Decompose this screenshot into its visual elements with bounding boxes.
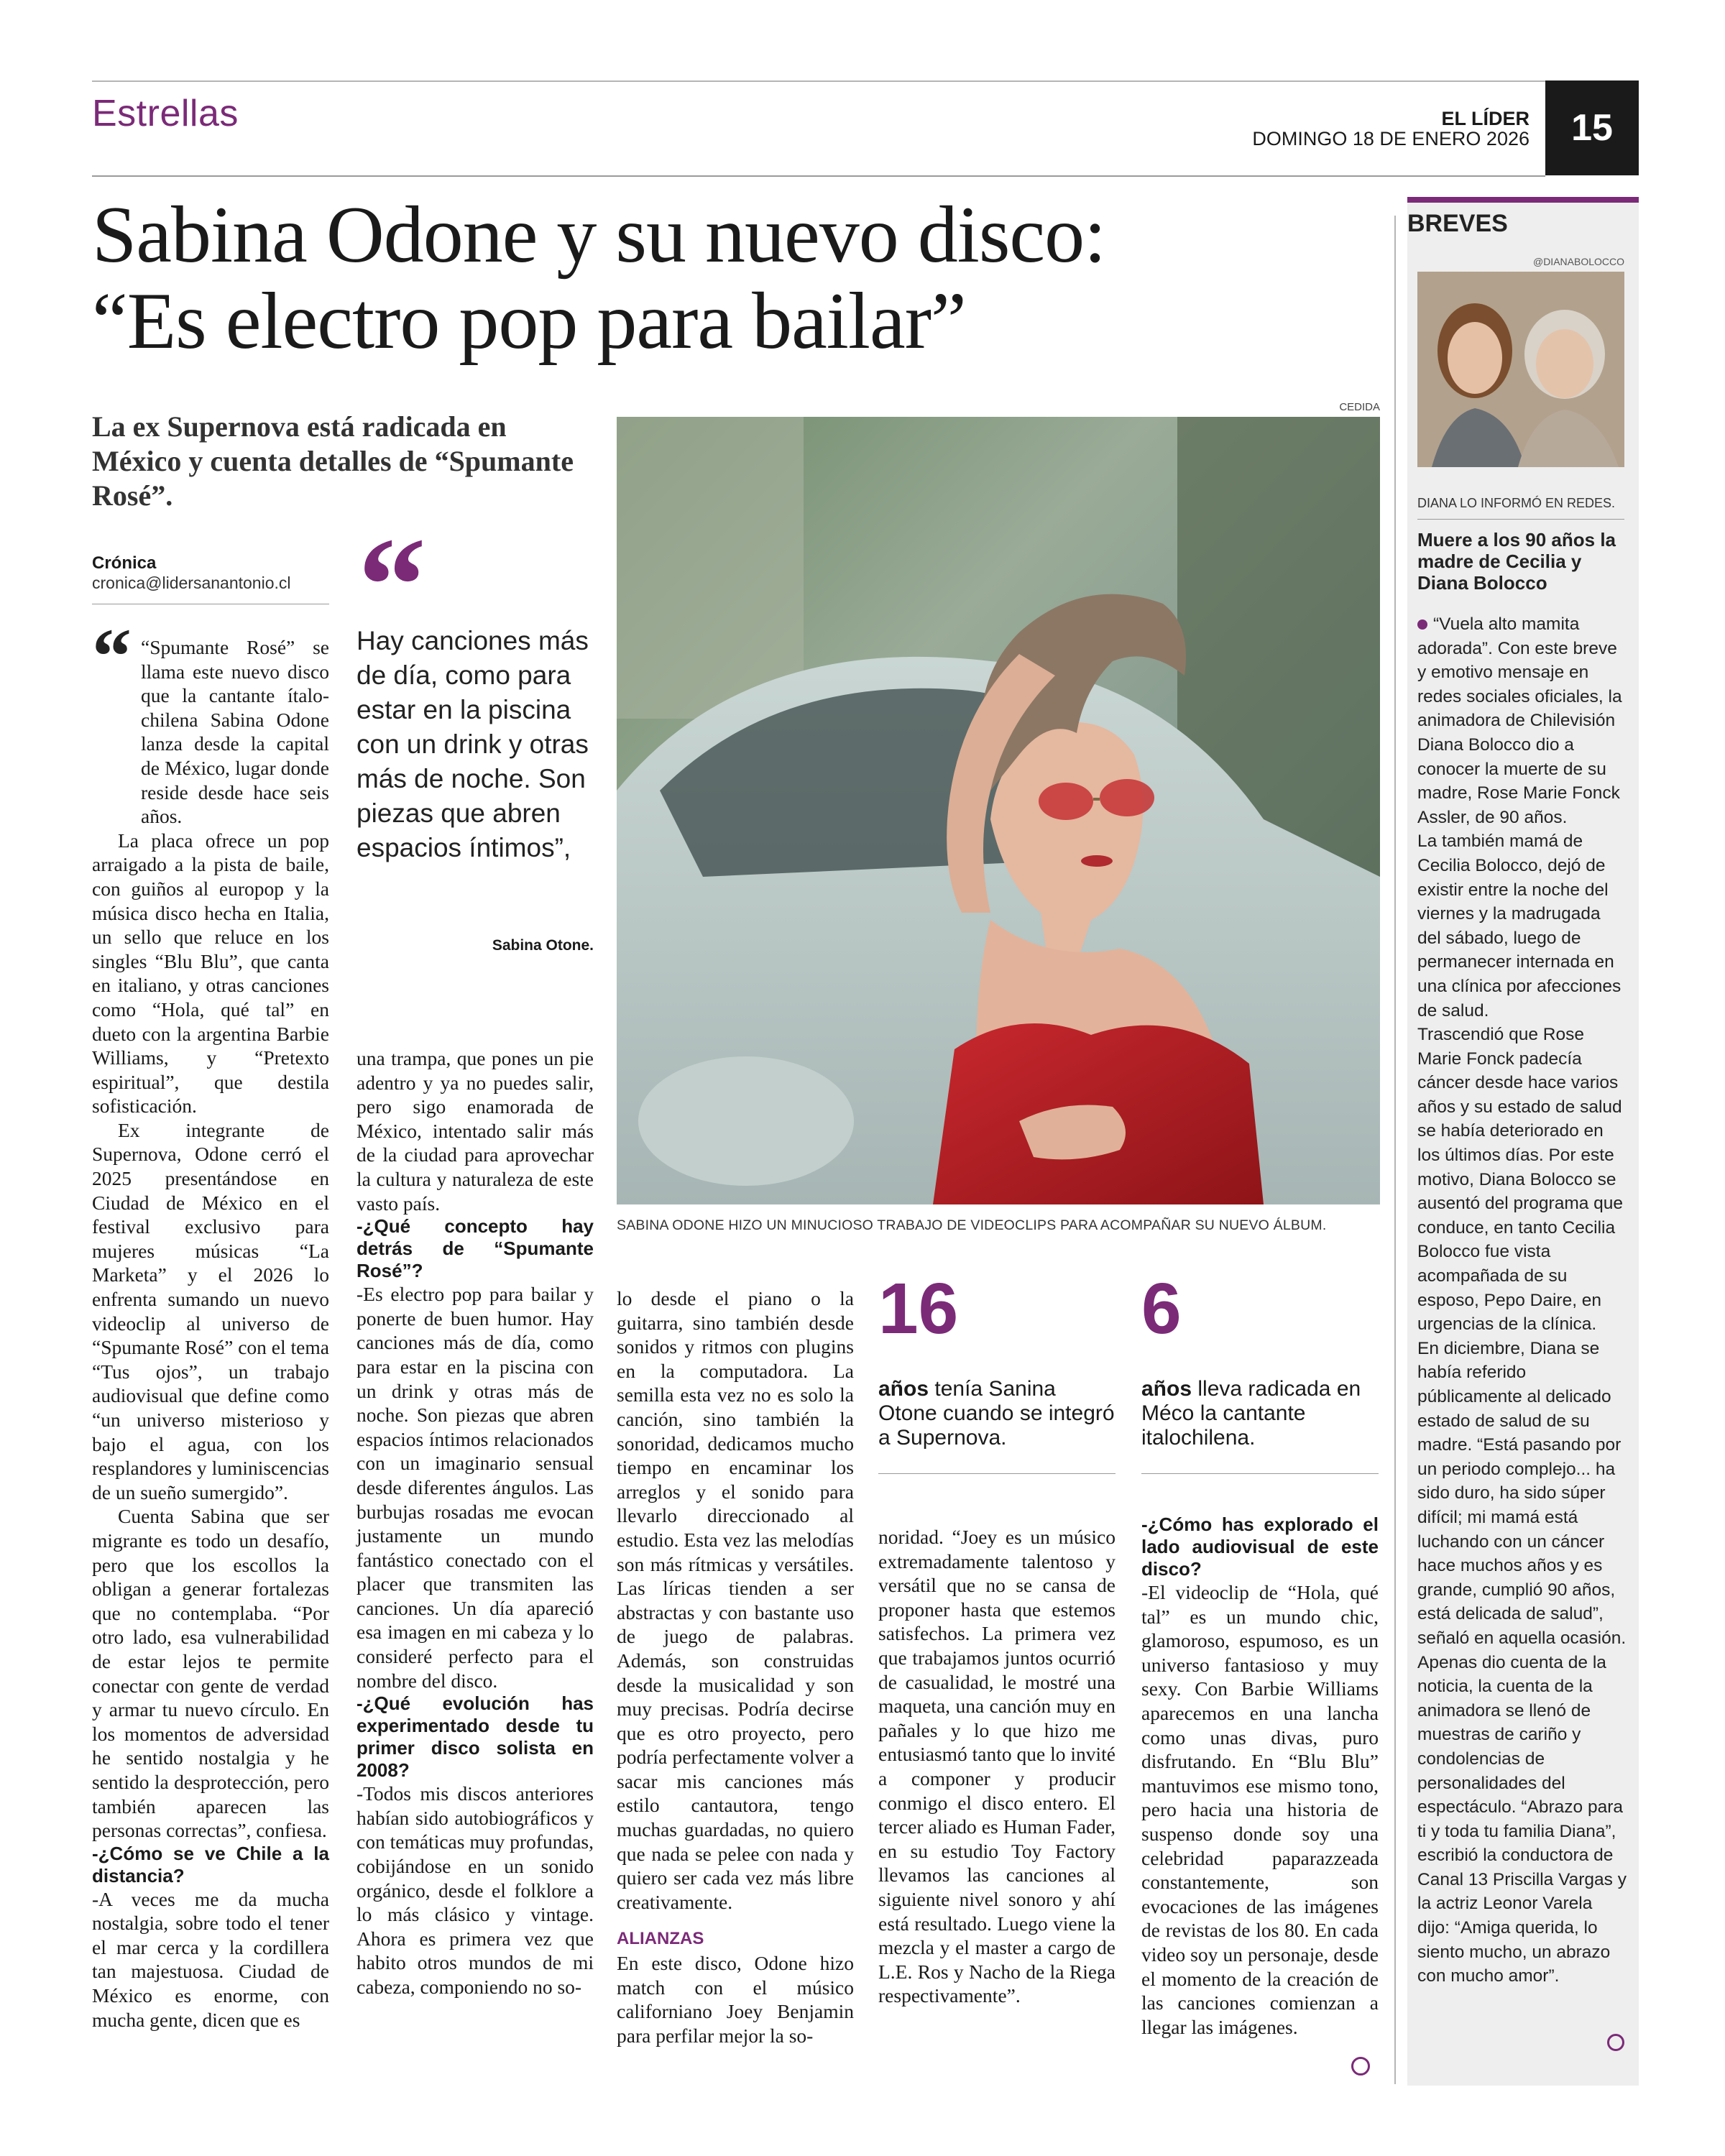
breves-photo (1417, 272, 1624, 467)
col1-p4: Cuenta Sabina que ser migrante es todo un desafío, pero que los escollos la obligan a generar fortalezas que no contemplaba. “Por otro lado, esa vulnerabilidad de estar lejos te permite conectar con gente de verdad y armar tu nuevo círculo. En los momentos de adversidad he sentido nostalgia y he sentido la desprotección, pero también aparecen las personas correctas”, confiesa. (92, 1505, 329, 1842)
column-2 (356, 1046, 594, 1999)
photo-caption: SABINA ODONE HIZO UN MINUCIOSO TRABAJO DE VIDEOCLIPS PARA ACOMPAÑAR SU NUEVO ÁLBUM. (617, 1217, 1327, 1233)
pullquote-attribution: Sabina Otone. (492, 937, 594, 954)
breves-end-mark-icon (1607, 2034, 1624, 2051)
column-1 (92, 635, 329, 2032)
headline-line-2: “Es electro pop para bailar” (92, 277, 966, 366)
fact-2-bold: años (1141, 1377, 1192, 1401)
col1-p2: La placa ofrece un pop arraigado a la pista de baile, con guiños al europop y la música disco hecha en Italia, un sello que reluce en los singles “Blu Blu”, que canta en italiano, y otras canciones como “Hola, qué tal” en dueto con la argentina Barbie Williams, y “Pretexto espiritual”, que destila sofisticación. (92, 829, 329, 1118)
breves-photo-caption: DIANA LO INFORMÓ EN REDES. (1417, 496, 1616, 510)
col1-question: -¿Cómo se ve Chile a la distancia? (92, 1842, 329, 1886)
col2-answer-2: -Todos mis discos anteriores habían sido autobiográficos y con temáticas muy profundas, cobijándose en un sonido orgánico, desde el folklore a lo más clásico y vintage. Ahora es primera vez que habito otros mundos de mi cabeza, componiendo no so- (356, 1782, 594, 1998)
col5-answer: -El videoclip de “Hola, qué tal” es un mundo chic, glamoroso, espumoso, es un universo fantasioso y muy sexy. Con Barbie Williams aparecemos en una lancha como unas divas, puro disfrutando. En “Blu Blu” mantuvimos ese mismo tono, pero hacia una historia de suspenso donde soy una celebridad paparazzeada constantemente, son evocaciones de las imágenes de revistas de los 80. En cada video soy un personaje, desde el momento de la creación de las canciones comienzan a llegar las imágenes. (1141, 1581, 1379, 2038)
col4-p1: noridad. “Joey es un músico extremadamente talentoso y versátil que no se cansa de proponer hasta que estemos satisfechos. La primera vez que trabajamos juntos ocurrió de casualidad, le mostré una maqueta, una canción muy en pañales y lo que hizo me entusiasmó tanto que lo invité a componer y producir conmigo el disco entero. El tercer aliado es Human Fader, en su estudio Toy Factory llevamos las canciones al siguiente nivel sonoro y ahí está resultado. Luego viene la mezcla y el master a cargo de L.E. Ros y Nacho de la Riega respectivamente”. (878, 1526, 1116, 2007)
col3-p2: En este disco, Odone hizo match con el músico californiano Joey Benjamin para perfilar mejor la so- (617, 1952, 854, 2047)
main-photo (617, 417, 1380, 1204)
article-deck: La ex Supernova está radicada en México y cuenta detalles de “Spumante Rosé”. (92, 410, 574, 512)
breves-headline: Muere a los 90 años la madre de Cecilia y Diana Bolocco (1417, 529, 1616, 594)
breves-p1 (1417, 612, 1627, 829)
col2-question-1: -¿Qué concepto hay detrás de “Spumante Rosé”? (356, 1215, 594, 1282)
fact-1-desc: tenía Sanina Otone cuando se integró a Supernova. (878, 1377, 1115, 1450)
column-4 (878, 1525, 1116, 2008)
col2-answer-1: -Es electro pop para bailar y ponerte de buen humor. Hay canciones más de día, como para estar en la piscina con un drink y otras más de noche. Son piezas que abren espacios íntimos relacionados con un imaginario sensual desde diferentes ángulos. Las burbujas rosadas me evocan justamente un mundo fantástico conectado con el placer que transmiten las canciones. Un día apareció esa imagen en mi cabeza y lo consideré perfecto para el nombre del disco. (356, 1283, 594, 1692)
singer-photo-illustration (617, 417, 1380, 1204)
fact-2-number: 6 (1141, 1268, 1182, 1349)
page-number: 15 (1571, 107, 1613, 149)
breves-body (1417, 612, 1627, 1989)
breves-p5: Apenas dio cuenta de la noticia, la cuenta de la animadora se llenó de muestras de cariño y condolencias de personalidades del espectáculo. “Abrazo para ti y toda tu familia Diana”, escribió la conductora de Canal 13 Priscilla Vargas y la actriz Leonor Varela dijo: “Amiga querida, lo siento mucho, un abrazo con mucho amor”. (1417, 1652, 1627, 1986)
byline-email: cronica@lidersanantonio.cl (92, 573, 291, 592)
col3-subhead: ALIANZAS (617, 1929, 704, 1949)
breves-p1-text: “Vuela alto mamita adorada”. Con este breve y emotivo mensaje en redes sociales oficiales, la animadora de Chilevisión Diana Bolocco dio a conocer la muerte de su madre, Rose Marie Fonck Assler, de 90 años. (1417, 614, 1622, 827)
section-label: Estrellas (92, 93, 239, 134)
fact-2-text (1141, 1377, 1379, 1450)
col3-p1: lo desde el piano o la guitarra, sino también desde sonidos y ritmos con plugins en la computadora. La semilla esta vez no es solo la canción, sino también la sonoridad, dedicamos mucho tiempo en encaminar los arreglos y el sonido para llevarlo direccionado al estudio. Esta vez las melodías son más rítmicas y versátiles. Las líricas tienden a ser abstractas y con bastante uso de juego de palabras. Además, son construidas desde la musicalidad y son muy precisas. Podría decirse que es otro proyecto, pero podría perfectamente volver a sacar mis canciones más estilo cantautora, tengo muchas guardadas, no quiero que nada se pelee con nada y quiero ser cada vez más libre creativamente. (617, 1287, 854, 1913)
fact-1-text (878, 1377, 1116, 1450)
col1-answer: -A veces me da mucha nostalgia, sobre todo el tener el mar cerca y la cordillera tan majestuosa. Ciudad de México es enorme, con mucha gente, dicen que es (92, 1887, 329, 2031)
page-number-box (1545, 80, 1639, 175)
fact-1-bold: años (878, 1377, 929, 1401)
column-3 (617, 1286, 854, 2047)
col2-question-2: -¿Qué evolución has experimentado desde tu primer disco solista en 2008? (356, 1692, 594, 1782)
breves-p2: La también mamá de Cecilia Bolocco, dejó de existir entre la noche del viernes y la madrugada del sábado, luego de permanecer internada en una clínica por afecciones de salud. (1417, 831, 1622, 1021)
breves-p4: En diciembre, Diana se había referido públicamente al delicado estado de salud de su madre. “Está pasando por un periodo complejo... ha sido duro, ha sido súper difícil; mi mamá está luchando con un cáncer hace muchos años y es grande, cumplió 90 años, está delicada de salud”, señaló en aquella ocasión. (1417, 1338, 1627, 1648)
byline-name: Crónica (92, 553, 157, 573)
col1-p1: “Spumante Rosé” se llama este nuevo disco que la cantante ítalo-chilena Sabina Odone lanza desde la capital de México, lugar donde reside desde hace seis años. (141, 636, 329, 828)
bolocco-photo-illustration (1417, 272, 1624, 467)
paper-name: EL LÍDER (1441, 108, 1530, 129)
fact-1-number: 16 (878, 1268, 959, 1349)
breves-p3: Trascendió que Rose Marie Fonck padecía cáncer desde hace varios años y su estado de salud se había deteriorado en los últimos días. Por este motivo, Diana Bolocco se ausentó del programa que conduce, en tanto Cecilia Bolocco fue vista acompañada de su esposo, Pepo Daire, en urgencias de la clínica. (1417, 1025, 1624, 1335)
drop-quote-icon: “ (92, 612, 132, 700)
headline-line-1: Sabina Odone y su nuevo disco: (92, 190, 1106, 280)
pullquote-text: Hay canciones más de día, como para estar en la piscina con un drink y otras más de noche. Son piezas que abren espacios íntimos”, (356, 626, 589, 862)
issue-date: DOMINGO 18 DE ENERO 2026 (1252, 128, 1530, 149)
col5-question: -¿Cómo has explorado el lado audiovisual de este disco? (1141, 1514, 1379, 1580)
end-mark-icon (1351, 2057, 1370, 2076)
fact-2-desc: lleva radicada en Méco la cantante italochilena. (1141, 1377, 1361, 1450)
photo-credit: CEDIDA (1339, 401, 1380, 413)
bullet-icon (1417, 619, 1427, 630)
col1-p3: Ex integrante de Supernova, Odone cerró el 2025 presentándose en Ciudad de México en el festival exclusivo para mujeres músicas “La Marketa” y el 2026 lo enfrenta sumando un nuevo videoclip al universo de “Spumante Rosé” con el tema “Tus ojos”, un trabajo audiovisual que define como “un universo misterioso y bajo el agua, con los resplandores y luminiscencias de un sueño sumergido”. (92, 1118, 329, 1503)
breves-photo-credit: @DIANABOLOCCO (1532, 256, 1624, 267)
breves-title: BREVES (1407, 210, 1508, 237)
col2-p1: una trampa, que pones un pie adentro y ya no puedes salir, pero sigo enamorada de México, intentado salir más de la ciudad para aprovechar la cultura y naturaleza de este vasto país. (356, 1047, 594, 1215)
pullquote-mark-icon: “ (358, 510, 426, 661)
column-5 (1141, 1514, 1379, 2039)
